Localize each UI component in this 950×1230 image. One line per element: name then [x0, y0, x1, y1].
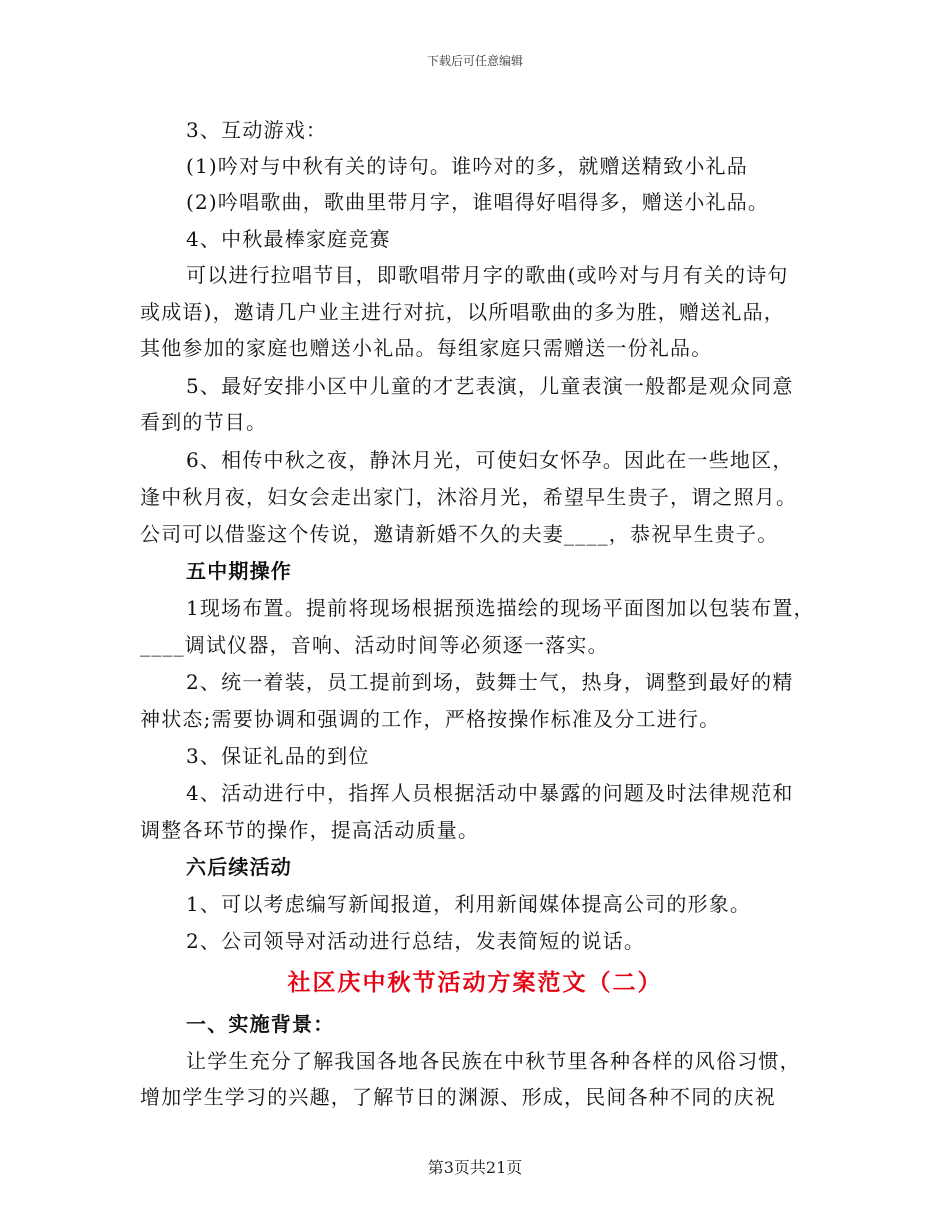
text-line: ____调试仪器，音响、活动时间等必须逐一落实。: [140, 633, 609, 657]
text-line: 4、活动进行中，指挥人员根据活动中暴露的问题及时法律规范和: [186, 781, 794, 805]
text-line: 2、统一着装，员工提前到场，鼓舞士气，热身，调整到最好的精: [186, 670, 794, 694]
text-line: 4、中秋最棒家庭竞赛: [186, 227, 391, 251]
text-line: 2、公司领导对活动进行总结，发表简短的说话。: [186, 929, 646, 953]
text-line: 看到的节目。: [140, 410, 268, 434]
section-heading: 五中期操作: [186, 559, 292, 583]
text-line: (2)吟唱歌曲，歌曲里带月字，谁唱得好唱得多，赠送小礼品。: [186, 190, 770, 214]
text-line: 或成语)，邀请几户业主进行对抗，以所唱歌曲的多为胜，赠送礼品，: [140, 300, 786, 324]
text-line: (1)吟对与中秋有关的诗句。谁吟对的多，就赠送精致小礼品: [186, 154, 748, 178]
text-line: 其他参加的家庭也赠送小礼品。每组家庭只需赠送一份礼品。: [140, 336, 713, 360]
section-heading: 六后续活动: [186, 855, 292, 879]
text-line: 逢中秋月夜，妇女会走出家门，沐浴月光，希望早生贵子，谓之照月。: [140, 485, 798, 509]
text-line: 可以进行拉唱节目，即歌唱带月字的歌曲(或吟对与月有关的诗句: [186, 263, 789, 287]
text-line: 神状态;需要协调和强调的工作，严格按操作标准及分工进行。: [140, 707, 721, 731]
text-line: 6、相传中秋之夜，静沐月光，可使妇女怀孕。因此在一些地区，: [186, 448, 794, 472]
page-header: 下载后可任意编辑: [426, 54, 523, 68]
text-line: 调整各环节的操作，提高活动质量。: [140, 818, 480, 842]
text-line: 增加学生学习的兴趣，了解节日的渊源、形成，民间各种不同的庆祝: [140, 1085, 776, 1109]
section-heading: 一、实施背景：: [186, 1012, 335, 1036]
text-line: 3、保证礼品的到位: [186, 744, 370, 768]
section-title: 社区庆中秋节活动方案范文（二）: [287, 969, 663, 996]
text-line: 让学生充分了解我国各地各民族在中秋节里各种各样的风俗习惯，: [186, 1049, 801, 1073]
text-line: 3、互动游戏：: [186, 118, 328, 142]
text-line: 1、可以考虑编写新闻报道，利用新闻媒体提高公司的形象。: [186, 892, 752, 916]
text-line: 5、最好安排小区中儿童的才艺表演，儿童表演一般都是观众同意: [186, 374, 794, 398]
page-footer: 第3页共21页: [427, 1158, 523, 1177]
text-line: 1现场布置。提前将现场根据预选描绘的现场平面图加以包装布置，: [186, 596, 815, 620]
text-line: 公司可以借鉴这个传说，邀请新婚不久的夫妻____，恭祝早生贵子。: [140, 522, 779, 546]
